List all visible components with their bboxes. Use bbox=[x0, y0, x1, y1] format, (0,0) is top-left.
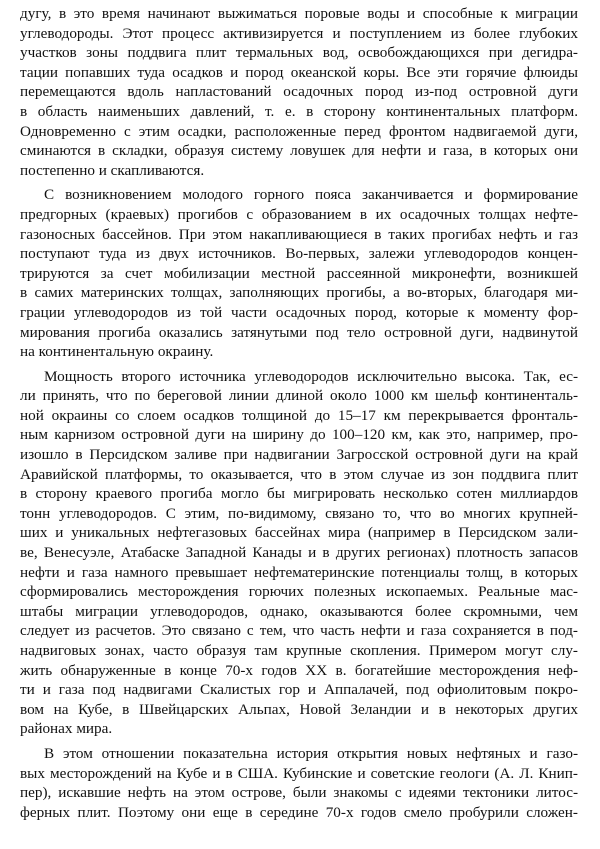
text-line: вом на Кубе, в Швейцарских Альпах, Новой Зеландии и в некоторых других bbox=[20, 700, 578, 718]
text-line: штабы миграции углеводородов, однако, оказываются более скромными, чем bbox=[20, 602, 578, 620]
text-line: трируются за счет мобилизации местной рассеянной микронефти, возникшей bbox=[20, 264, 578, 282]
text-line: жить обнаруженные в конце 70-х годов XX в. богатейшие месторождения неф- bbox=[20, 661, 578, 679]
text-line: С возникновением молодого горного пояса заканчивается и формирование bbox=[44, 186, 578, 204]
text-line: мирования прогиба оказались затянутыми под тело островной дуги, надвинутой bbox=[20, 323, 578, 341]
text-line: ве, Венесуэле, Атабаске Западной Канады и в других регионах) плотность запасов bbox=[20, 544, 578, 562]
paragraph-3 bbox=[20, 367, 578, 739]
text-line: Одновременно с этим осадки, расположенные перед фронтом надвигаемой дуги, bbox=[20, 122, 578, 140]
text-line: грации углеводородов из той части осадочных пород, которые к моменту фор- bbox=[20, 303, 578, 321]
document-page bbox=[20, 4, 578, 822]
text-line: ным карнизом островной дуги на ширину до 100–120 км, как это, например, про- bbox=[20, 426, 578, 444]
text-line: тации попавших туда осадков и пород океанской коры. Все эти горячие флюиды bbox=[20, 63, 578, 81]
text-line: сформировались месторождения горючих полезных ископаемых. Реальные мас- bbox=[20, 583, 578, 601]
text-line: изошло в Персидском заливе при надвигании Загросской островной дуги на край bbox=[20, 446, 578, 464]
text-line: ти и газа под надвигами Скалистых гор и Аппалачей, под офиолитовым покро- bbox=[20, 681, 578, 699]
text-line: постепенно и скапливаются. bbox=[20, 161, 205, 179]
text-line: участков зоны поддвига плит термальных вод, освобождающихся при дегидра- bbox=[20, 44, 578, 62]
paragraph-1 bbox=[20, 4, 578, 180]
text-line: пер), искавшие нефть на этом острове, были знакомы с идеями тектоники литос- bbox=[20, 784, 578, 802]
text-line: в область наименьших давлений, т. е. в сторону континентальных платформ. bbox=[20, 102, 578, 120]
text-line: надвиговых зонах, часто образуя там крупные скопления. Примером могут слу- bbox=[20, 642, 578, 659]
text-line: районах мира. bbox=[20, 720, 113, 738]
text-line: сминаются в складки, образуя систему ловушек для нефти и газа, в которых они bbox=[20, 142, 578, 160]
text-line: на континентальную окраину. bbox=[20, 343, 214, 361]
text-line: следует из расчетов. Это связано с тем, что часть нефти и газа сохраняется в под- bbox=[20, 622, 578, 640]
text-line: в самих материнских толщах, заполняющих прогибы, а во-вторых, благодаря ми- bbox=[20, 284, 578, 302]
paragraph-2 bbox=[20, 185, 578, 361]
text-line: углеводороды. Этот процесс активизируется и поступлением из более глубоких bbox=[20, 24, 578, 42]
text-line: газоносных бассейнов. При этом накапливающиеся в таких прогибах нефть и газ bbox=[20, 225, 578, 243]
text-line: ной окраины со слоем осадков толщиной до 15–17 км перекрывается фронталь- bbox=[20, 406, 578, 424]
text-line: дугу, в это время начинают выжиматься поровые воды и способные к миграции bbox=[20, 5, 578, 22]
text-line: вых месторождений на Кубе и в США. Кубинские и советские геологи (А. Л. Книп- bbox=[20, 764, 578, 782]
text-line: Мощность второго источника углеводородов исключительно высока. Так, ес- bbox=[44, 367, 578, 385]
text-line: ли принять, что по береговой линии длиной около 1000 км шельф континенталь- bbox=[20, 387, 578, 405]
text-line: перемещаются вдоль напластований осадочных пород из-под островной дуги bbox=[20, 83, 578, 101]
text-line: поступают туда из двух источников. Во-первых, залежи углеводородов концен- bbox=[20, 245, 578, 263]
text-line: нефти и газа намного превышает нефтематеринские потенциалы толщ, в которых bbox=[20, 563, 578, 581]
text-line: предгорных (краевых) прогибов с образованием в их осадочных толщах нефте- bbox=[20, 205, 578, 223]
text-line: Аравийской платформы, то оказывается, что в этом случае из зон поддвига плит bbox=[20, 465, 578, 483]
text-line: В этом отношении показательна история открытия новых нефтяных и газо- bbox=[44, 744, 578, 762]
text-line: ферных плит. Поэтому они еще в середине 70-х годов смело пробурили сложен- bbox=[20, 803, 578, 821]
text-line: в сторону краевого прогиба могло бы мигрировать несколько сотен миллиардов bbox=[20, 485, 578, 503]
text-line: тонн углеводородов. С этим, по-видимому, связано то, что во многих крупней- bbox=[20, 504, 578, 522]
text-line: ших и уникальных нефтегазовых бассейнах мира (например в Персидском зали- bbox=[20, 524, 578, 542]
paragraph-4 bbox=[20, 744, 578, 822]
